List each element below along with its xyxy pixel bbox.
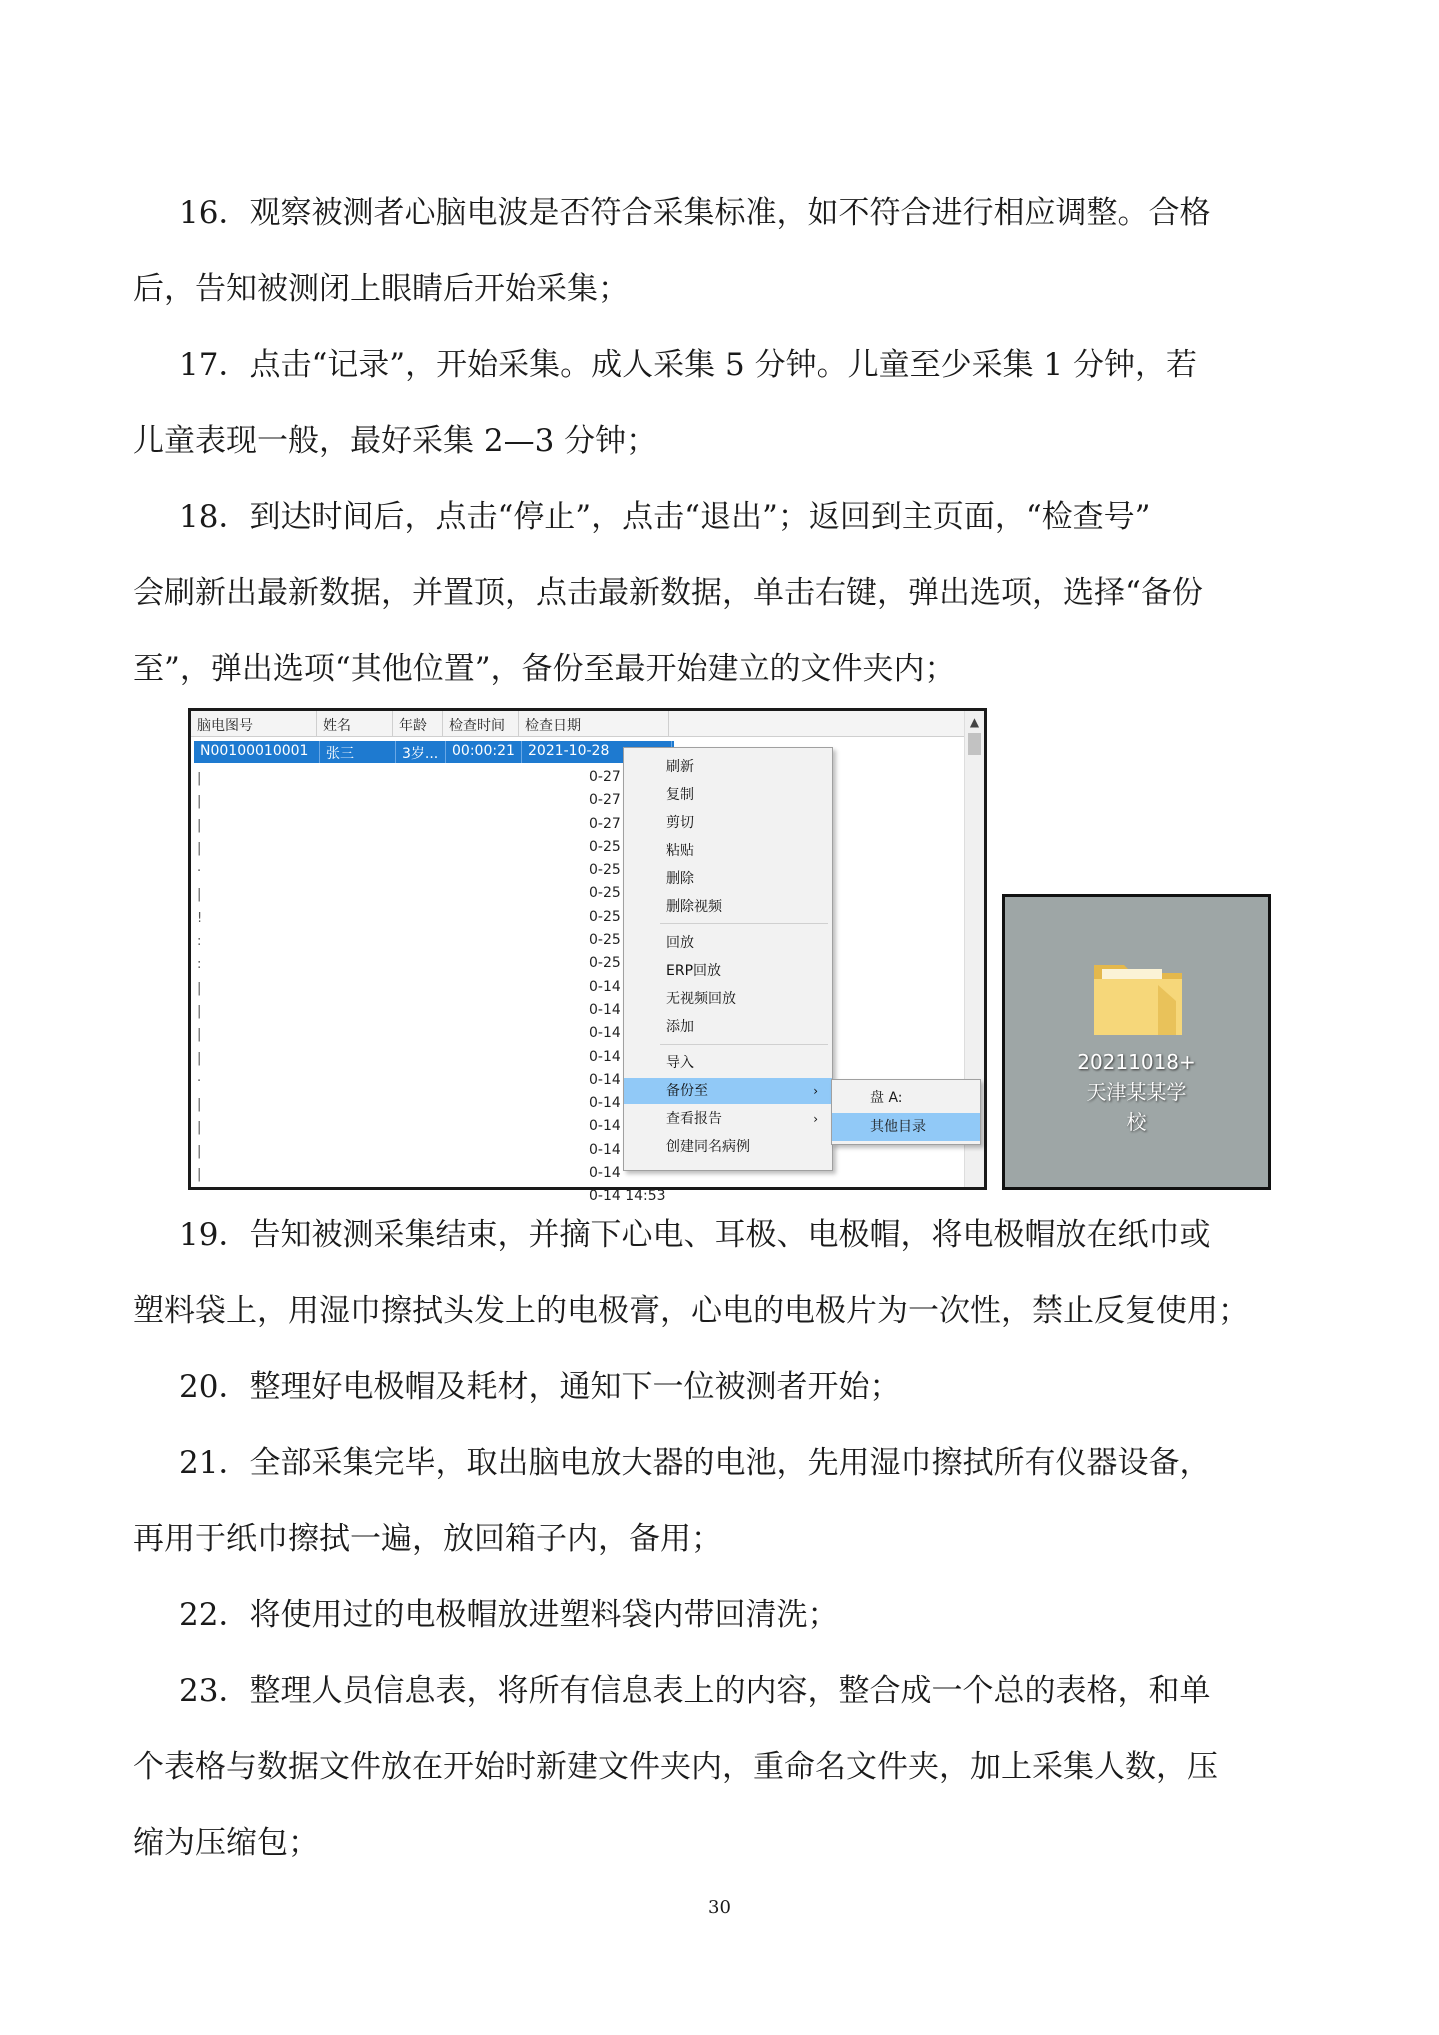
- cell: 3岁...: [396, 741, 446, 763]
- menu-item-backup-to[interactable]: [624, 1078, 832, 1104]
- selected-row: [194, 741, 674, 763]
- menu-item-erp-playback[interactable]: ERP回放: [666, 963, 722, 979]
- chevron-up-icon[interactable]: ▲: [969, 715, 980, 729]
- menu-item-delete[interactable]: 删除: [666, 871, 694, 887]
- step-23-line-3: 缩为压缩包；: [133, 1825, 319, 1861]
- folder-label-line: 天津某某学: [1086, 1080, 1187, 1104]
- chevron-right-icon: ›: [813, 1084, 818, 1098]
- step-23-line-1: 23．整理人员信息表，将所有信息表上的内容，整合成一个总的表格，和单: [179, 1673, 1211, 1709]
- date-cell: 0-14: [589, 1071, 621, 1088]
- date-cell: 0-14: [589, 1095, 621, 1112]
- step-16-line-2: 后，告知被测闭上眼睛后开始采集；: [133, 271, 629, 307]
- column-header: 检查日期: [519, 711, 669, 736]
- step-18-line-3: 至”，弹出选项“其他位置”，备份至最开始建立的文件夹内；: [133, 651, 956, 687]
- column-header: 姓名: [317, 711, 393, 736]
- step-20: [133, 1349, 1313, 1425]
- step-17-line-2: 儿童表现一般，最好采集 2—3 分钟；: [133, 423, 658, 459]
- column-header: 检查时间: [443, 711, 519, 736]
- menu-item-paste[interactable]: 粘贴: [666, 843, 694, 859]
- step-23-line-2: 个表格与数据文件放在开始时新建文件夹内，重命名文件夹，加上采集人数，压: [133, 1749, 1218, 1785]
- desktop-folder-screenshot: [1002, 894, 1271, 1190]
- step-23: [133, 1653, 1313, 1881]
- row-fragments: | | | | · | ! : : | | | | · | | | |: [197, 771, 203, 1183]
- step-21-line-1: 21．全部采集完毕，取出脑电放大器的电池，先用湿巾擦拭所有仪器设备，: [179, 1445, 1211, 1481]
- date-cell: 0-14: [589, 1001, 621, 1018]
- date-cell: 0-14: [589, 1118, 621, 1135]
- date-cell: 0-25: [589, 932, 621, 949]
- step-21: [133, 1425, 1313, 1577]
- menu-item-label: 查看报告: [666, 1111, 722, 1127]
- menu-item-cut[interactable]: 剪切: [666, 815, 694, 831]
- step-22: [133, 1577, 1313, 1653]
- date-cell: 0-14: [589, 1025, 621, 1042]
- menu-item-add[interactable]: 添加: [666, 1019, 694, 1035]
- context-menu: [623, 747, 833, 1171]
- date-cell: 0-25: [589, 885, 621, 902]
- cell: 2021-10-28: [522, 741, 672, 763]
- menu-item-import[interactable]: 导入: [666, 1055, 694, 1071]
- cell: 张三: [320, 741, 396, 763]
- step-19: [133, 1197, 1313, 1349]
- chevron-right-icon: ›: [813, 1112, 818, 1126]
- date-cell: 0-27: [589, 792, 621, 809]
- submenu-item-other-directory[interactable]: 其他目录: [832, 1113, 980, 1141]
- step-18-line-1: 18．到达时间后，点击“停止”，点击“退出”；返回到主页面，“检查号”: [179, 499, 1151, 535]
- step-18-line-2: 会刷新出最新数据，并置顶，点击最新数据，单击右键，弹出选项，选择“备份: [133, 575, 1203, 611]
- step-17: [133, 327, 1313, 479]
- date-cell: 0-27: [589, 815, 621, 832]
- submenu-item-drive-a[interactable]: 盘 A:: [870, 1090, 903, 1106]
- step-16-line-1: 16．观察被测者心脑电波是否符合采集标准，如不符合进行相应调整。合格: [179, 195, 1211, 231]
- step-20-line-1: 20．整理好电极帽及耗材，通知下一位被测者开始；: [179, 1369, 901, 1405]
- folder-label: [1005, 1047, 1268, 1137]
- date-cell: 0-25: [589, 908, 621, 925]
- menu-item-create-same-name-case[interactable]: 创建同名病例: [666, 1139, 750, 1155]
- menu-item-no-video-playback[interactable]: 无视频回放: [666, 991, 736, 1007]
- cell: 00:00:21: [446, 741, 522, 763]
- page-number: 30: [708, 1897, 731, 1918]
- menu-item-refresh[interactable]: 刷新: [666, 759, 694, 775]
- folder-icon[interactable]: [1088, 955, 1188, 1041]
- column-header: 年龄: [393, 711, 443, 736]
- column-header: 脑电图号: [191, 711, 317, 736]
- list-header: [191, 711, 984, 737]
- step-17-line-1: 17．点击“记录”，开始采集。成人采集 5 分钟。儿童至少采集 1 分钟，若: [179, 347, 1198, 383]
- scrollbar-thumb[interactable]: [968, 733, 981, 755]
- menu-item-playback[interactable]: 回放: [666, 935, 694, 951]
- menu-item-label: 备份至: [666, 1083, 708, 1099]
- step-21-line-2: 再用于纸巾擦拭一遍，放回箱子内，备用；: [133, 1521, 722, 1557]
- date-cell: 0-27: [589, 769, 621, 785]
- step-19-line-2: 塑料袋上，用湿巾擦拭头发上的电极膏，心电的电极片为一次性，禁止反复使用；: [133, 1293, 1249, 1329]
- date-cell: 0-14: [589, 1141, 621, 1158]
- date-cell: 0-25: [589, 838, 621, 855]
- date-cell: 0-14: [589, 1048, 621, 1065]
- date-cell: 0-25: [589, 862, 621, 879]
- folder-label-line: 校: [1126, 1110, 1147, 1134]
- step-19-line-1: 19．告知被测采集结束，并摘下心电、耳极、电极帽，将电极帽放在纸巾或: [179, 1217, 1211, 1253]
- step-22-line-1: 22．将使用过的电极帽放进塑料袋内带回清洗；: [179, 1597, 839, 1633]
- date-cell: 0-14: [589, 1165, 621, 1182]
- date-cell: 0-25: [589, 955, 621, 972]
- folder-label-line: 20211018+: [1077, 1050, 1196, 1074]
- step-16: [133, 175, 1313, 327]
- software-screenshot: [188, 708, 987, 1205]
- menu-item-delete-video[interactable]: 删除视频: [666, 899, 722, 915]
- cell: N00100010001: [194, 741, 320, 763]
- menu-item-view-report[interactable]: [624, 1106, 832, 1132]
- backup-submenu: [831, 1079, 981, 1145]
- date-cell: 0-14: [589, 978, 621, 995]
- menu-item-copy[interactable]: 复制: [666, 787, 694, 803]
- date-cell: 0-14 14:53: [589, 1188, 666, 1205]
- step-18: [133, 479, 1313, 707]
